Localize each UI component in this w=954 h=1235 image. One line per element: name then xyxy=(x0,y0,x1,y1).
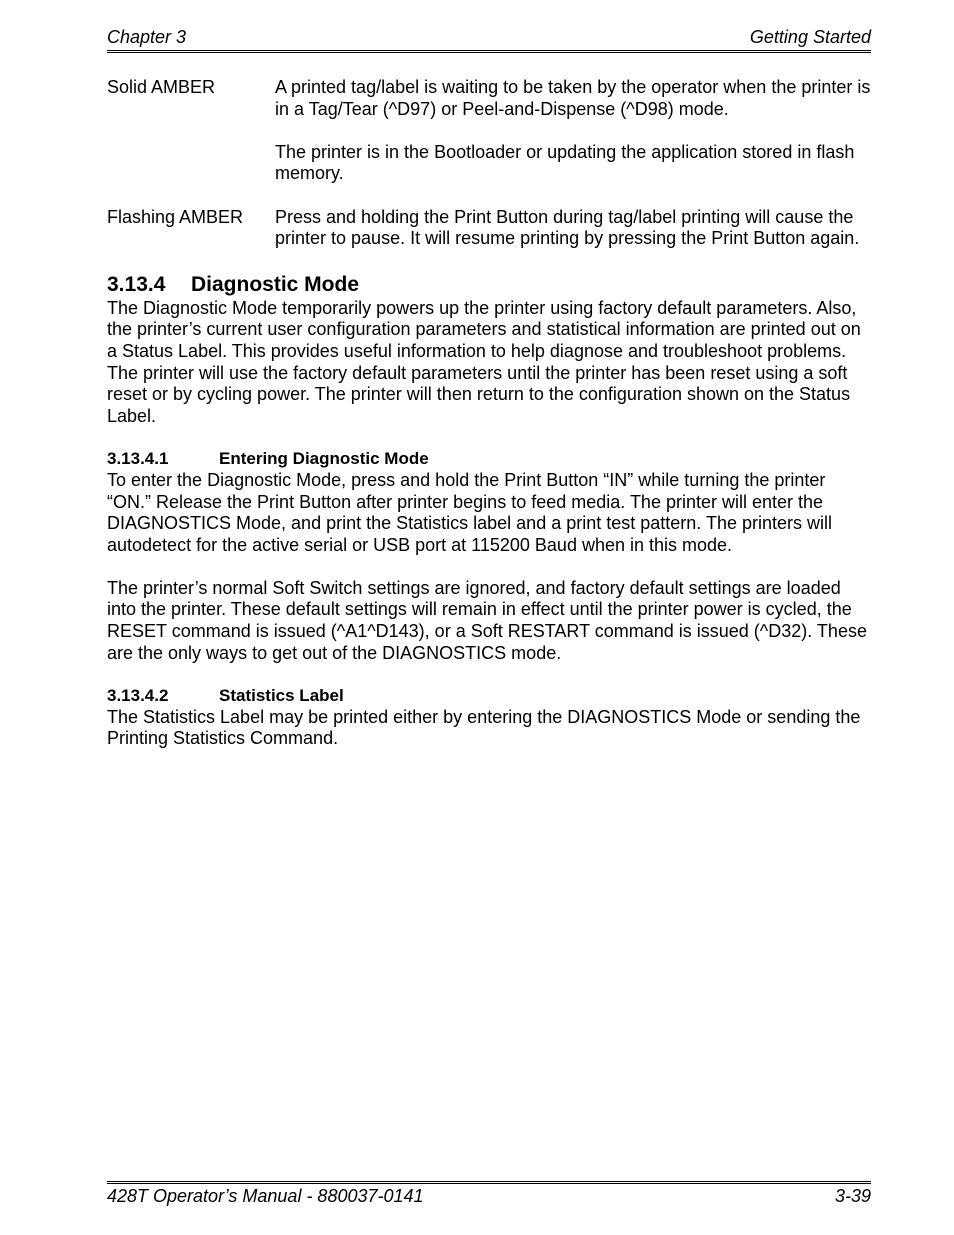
page-header xyxy=(107,27,871,51)
header-chapter: Chapter 3 xyxy=(107,27,187,47)
led-state-name: Flashing AMBER xyxy=(107,206,244,227)
subsection-paragraph: The Statistics Label may be printed either by entering the DIAGNOSTICS Mode or sending the Printing Statistics Command. xyxy=(107,706,861,749)
section-number: 3.13.4 xyxy=(107,272,166,296)
subsection-paragraph: To enter the Diagnostic Mode, press and hold the Print Button “IN” while turning the printer “ON.” Release the Print Button after printer begins to feed media. The printer will enter the DIAGNOSTICS Mode, and print the Statistics label and a print test pattern. The printers will autodetect for the active serial or USB port at 115200 Baud when in this mode. xyxy=(107,469,832,555)
page-content xyxy=(107,77,871,750)
page-footer xyxy=(107,1186,871,1210)
section-body: The Diagnostic Mode temporarily powers up the printer using factory default parameters. Also, the printer’s current user configuration parameters and statistical information are printed out on a Status Label. This provides useful information to help diagnose and troubleshoot problems. The printer will use the factory default parameters until the printer has been reset using a soft reset or by cycling power. The printer will then return to the configuration shown on the Status Label. xyxy=(107,297,861,426)
subsection-title: Statistics Label xyxy=(219,686,344,706)
section-heading xyxy=(107,272,871,298)
subsection-heading xyxy=(107,685,871,707)
led-state-row xyxy=(107,207,871,250)
header-rule xyxy=(107,50,871,53)
section-title: Diagnostic Mode xyxy=(191,272,360,296)
led-state-row xyxy=(107,77,871,185)
led-description-paragraph: A printed tag/label is waiting to be taken by the operator when the printer is in a Tag/Tear (^D97) or Peel-and-Dispense (^D98) mode. xyxy=(275,77,871,119)
led-state-name: Solid AMBER xyxy=(107,77,216,97)
subsection-number: 3.13.4.2 xyxy=(107,686,169,706)
led-description-paragraph: Press and holding the Print Button during tag/label printing will cause the printer to pause. It will resume printing by pressing the Print Button again. xyxy=(275,206,860,249)
footer-manual-title: 428T Operator’s Manual - 880037-0141 xyxy=(107,1186,424,1206)
led-description-paragraph: The printer is in the Bootloader or updating the application stored in flash memory. xyxy=(275,141,855,184)
led-state-description xyxy=(275,77,871,185)
page-number: 3-39 xyxy=(834,1186,871,1206)
subsection-title: Entering Diagnostic Mode xyxy=(219,449,429,469)
header-title: Getting Started xyxy=(749,27,871,47)
subsection-heading xyxy=(107,448,871,470)
subsection-number: 3.13.4.1 xyxy=(107,449,169,469)
footer-rule xyxy=(107,1181,871,1184)
led-state-description xyxy=(275,207,871,250)
subsection-paragraph: The printer’s normal Soft Switch settings are ignored, and factory default settings are loaded into the printer. These default settings will remain in effect until the printer power is cycled, the RESET command is issued (^A1^D143), or a Soft RESTART command is issued (^D32). These are the only ways to get out of the DIAGNOSTICS mode. xyxy=(107,577,867,663)
